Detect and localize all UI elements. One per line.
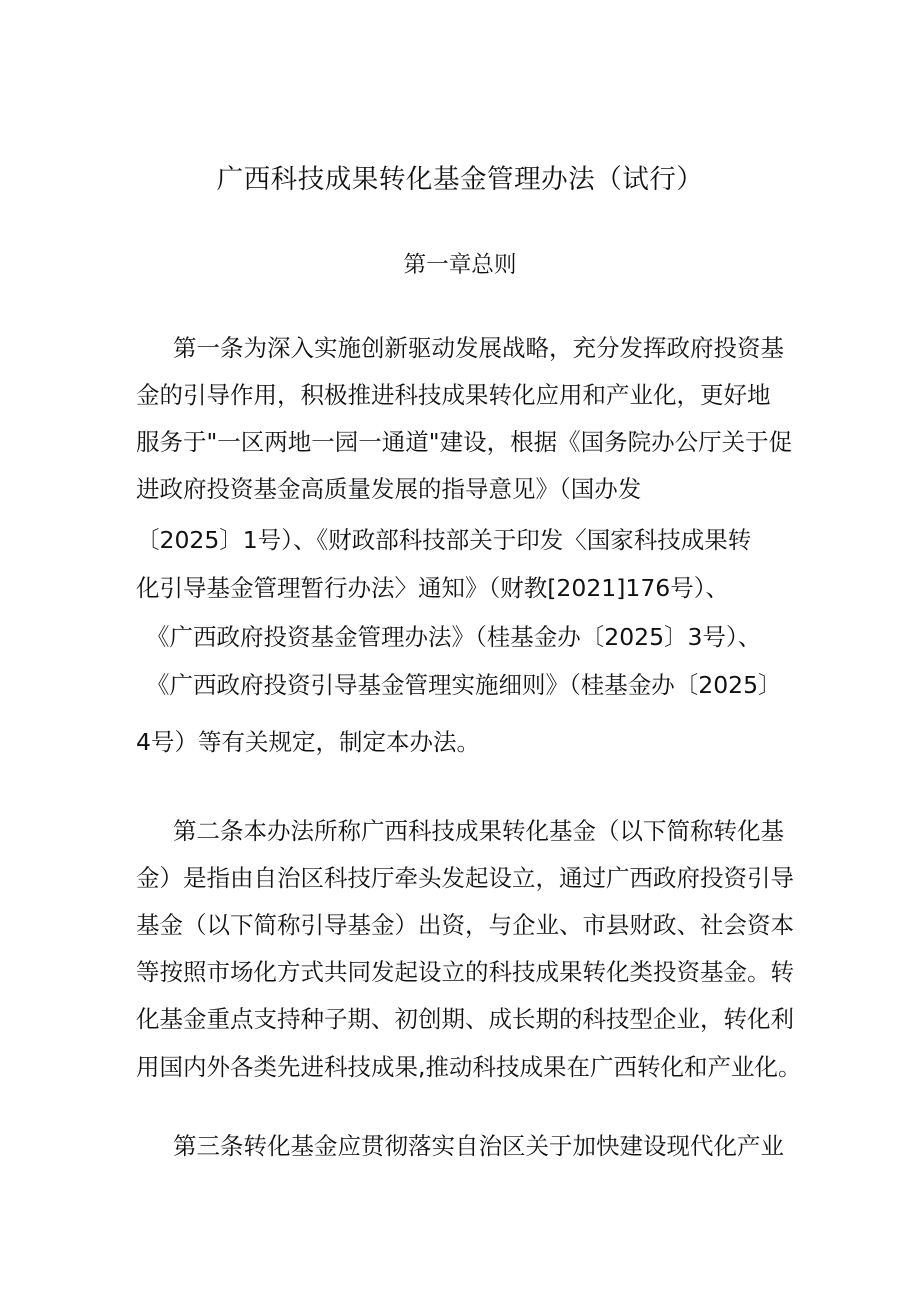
- article-1-line-2: 金的引导作用，积极推进科技成果转化应用和产业化，更好地: [136, 381, 771, 409]
- article-2-line-4: 等按照市场化方式共同发起设立的科技成果转化类投资基金。转: [136, 958, 794, 986]
- article-1-line-7: 《广西政府投资基金管理办法》（桂基金办〔2025〕3号）、: [146, 623, 762, 651]
- article-2-line-3: 基金（以下简称引导基金）出资，与企业、市县财政、社会资本: [136, 911, 794, 939]
- article-2-line-6: 用国内外各类先进科技成果,推动科技成果在广西转化和产业化。: [136, 1053, 802, 1081]
- article-1-line-3: 服务于"一区两地一园一通道"建设，根据《国务院办公厅关于促: [136, 428, 793, 456]
- chapter-heading: 第一章总则: [403, 252, 517, 278]
- article-1-line-4: 进政府投资基金高质量发展的指导意见》（国办发: [136, 475, 642, 503]
- article-3-line-1: 第三条转化基金应贯彻落实自治区关于加快建设现代化产业: [173, 1132, 784, 1160]
- article-1-line-8: 《广西政府投资引导基金管理实施细则》（桂基金办〔2025〕: [146, 671, 782, 699]
- article-1-line-9: 4号）等有关规定，制定本办法。: [136, 728, 480, 756]
- article-1-line-6: 化引导基金管理暂行办法〉通知》（财教[2021]176号）、: [136, 574, 729, 602]
- article-2-line-2: 金）是指由自治区科技厅牵头发起设立，通过广西政府投资引导: [136, 864, 794, 892]
- article-2-line-5: 化基金重点支持种子期、初创期、成长期的科技型企业，转化利: [136, 1005, 794, 1033]
- document-title: 广西科技成果转化基金管理办法（试行）: [216, 164, 704, 195]
- article-2-line-1: 第二条本办法所称广西科技成果转化基金（以下简称转化基: [173, 817, 784, 845]
- article-1-line-5: 〔2025〕1号）、《财政部科技部关于印发〈国家科技成果转: [136, 526, 752, 554]
- article-1-line-1: 第一条为深入实施创新驱动发展战略，充分发挥政府投资基: [173, 334, 784, 362]
